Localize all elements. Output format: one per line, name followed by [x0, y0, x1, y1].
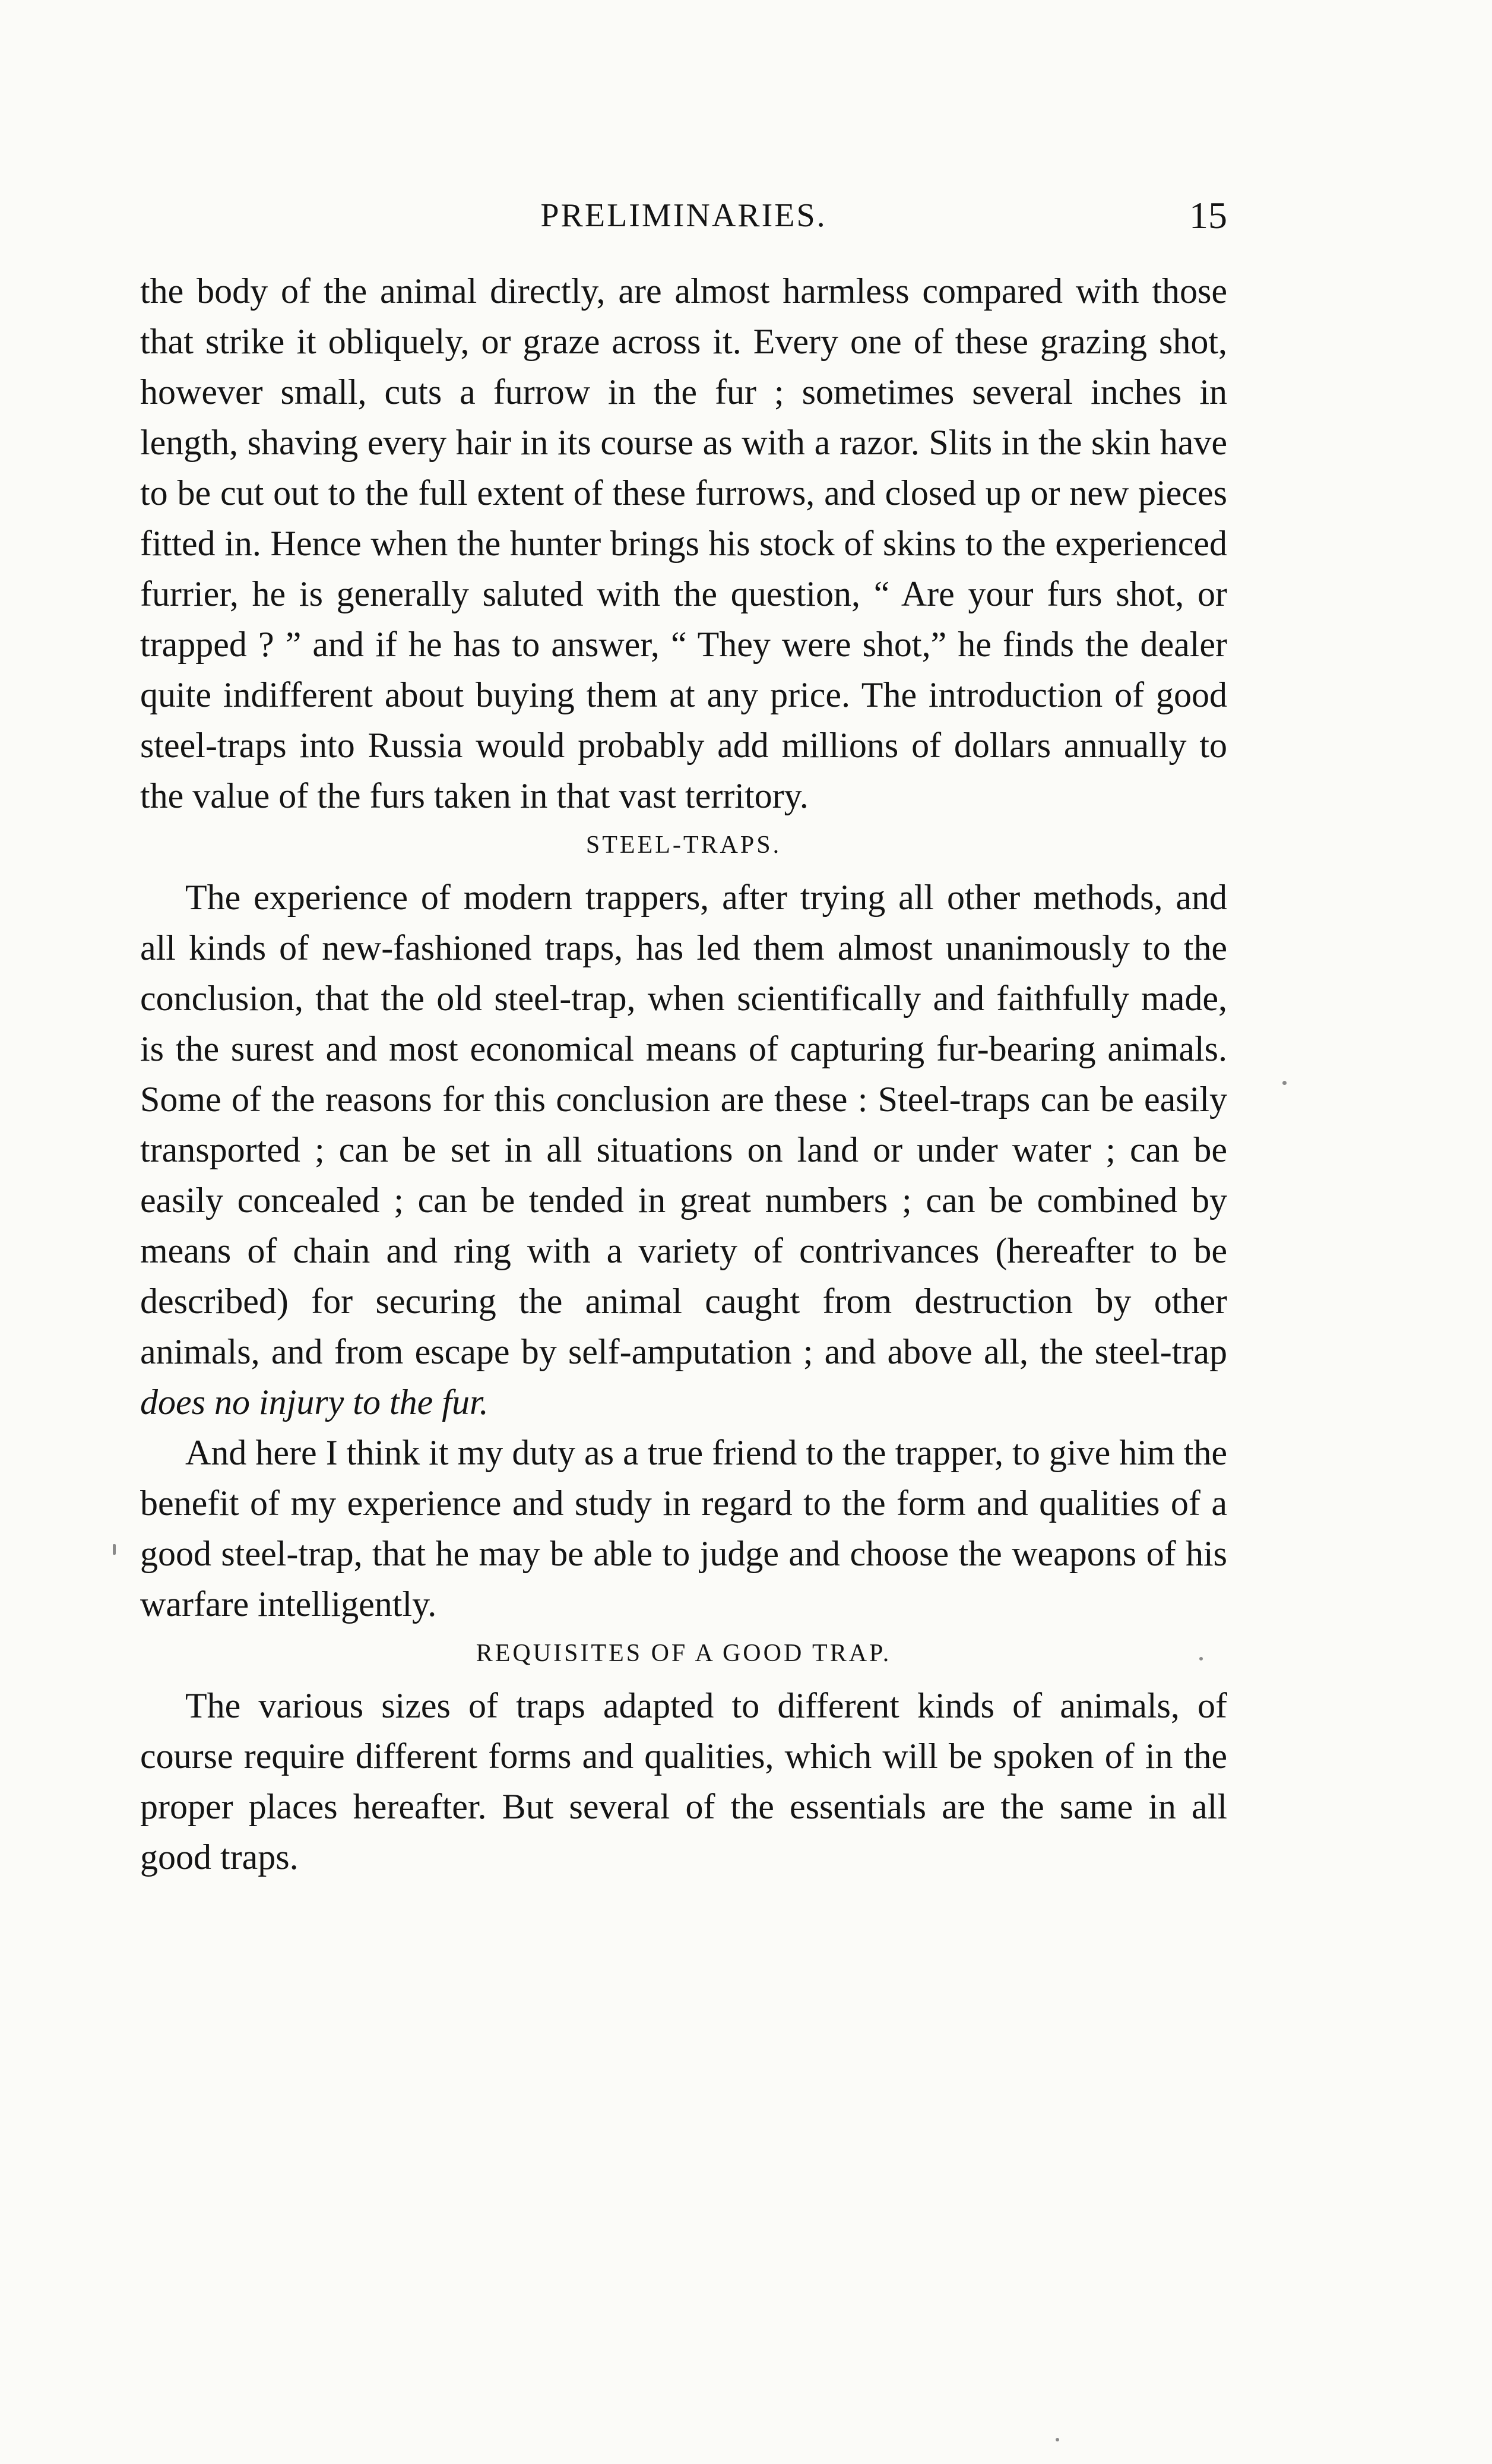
paragraph-continued: the body of the animal directly, are almost harmless compared with those that strike it obliquely, or graze across it. Every one of these grazing shot, however small, cuts a furrow in the fur ; sometimes several inches in length, shaving every hair in its course as with a razor. Slits in the skin have to be cut out to the full extent of these furrows, and closed up or new pieces fitted in. Hence when the hunter brings his stock of skins to the experienced furrier, he is generally saluted with the question, “ Are your furs shot, or trapped ? ” and if he has to answer, “ They were shot,” he finds the dealer quite indifferent about buying them at any price. The introduction of good steel-traps into Russia would probably add millions of dollars annually to the value of the furs taken in that vast territory.: [140, 271, 1227, 815]
section-heading-steel-traps: STEEL-TRAPS.: [585, 831, 782, 859]
paper-speck: [113, 1544, 116, 1555]
page-number: 15: [1189, 194, 1227, 236]
running-head: [140, 189, 1227, 242]
section-heading-requisites: REQUISITES OF A GOOD TRAP.: [476, 1640, 892, 1667]
paper-speck: [1056, 2438, 1059, 2441]
paragraph-steel-traps: [140, 872, 1227, 1428]
paragraph-text: The experience of modern trappers, after trying all other methods, and all kinds of new-fashioned traps, has led them almost unanimously to the conclusion, that the old steel-trap, when scientifically and faithfully made, is the surest and most economical means of capturing fur-bearing animals. Some of the reasons for this conclusion are these : Steel-traps can be easily transported ; can be set in all situations on land or under water ; can be easily concealed ; can be tended in great numbers ; can be combined by means of chain and ring with a variety of contrivances (hereafter to be described) for securing the animal caught from destruction by other animals, and from escape by self-amputation ; and above all, the steel-trap: [140, 878, 1227, 1371]
body-text: [140, 266, 1227, 1883]
paper-speck: [1282, 1081, 1287, 1085]
paper-speck: [1199, 1657, 1203, 1660]
paragraph-duty: And here I think it my duty as a true friend to the trapper, to give him the benefit of my experience and study in regard to the form and qualities of a good steel-trap, that he may be able to judge and choose the weapons of his warfare intelligently.: [140, 1433, 1227, 1624]
running-title: PRELIMINARIES.: [540, 197, 827, 234]
emphasis-text: does no injury to the fur.: [140, 1383, 489, 1422]
paragraph-requisites: The various sizes of traps adapted to different kinds of animals, of course require different forms and qualities, which will be spoken of in the proper places hereafter. But several of the essentials are the same in all good traps.: [140, 1686, 1227, 1877]
